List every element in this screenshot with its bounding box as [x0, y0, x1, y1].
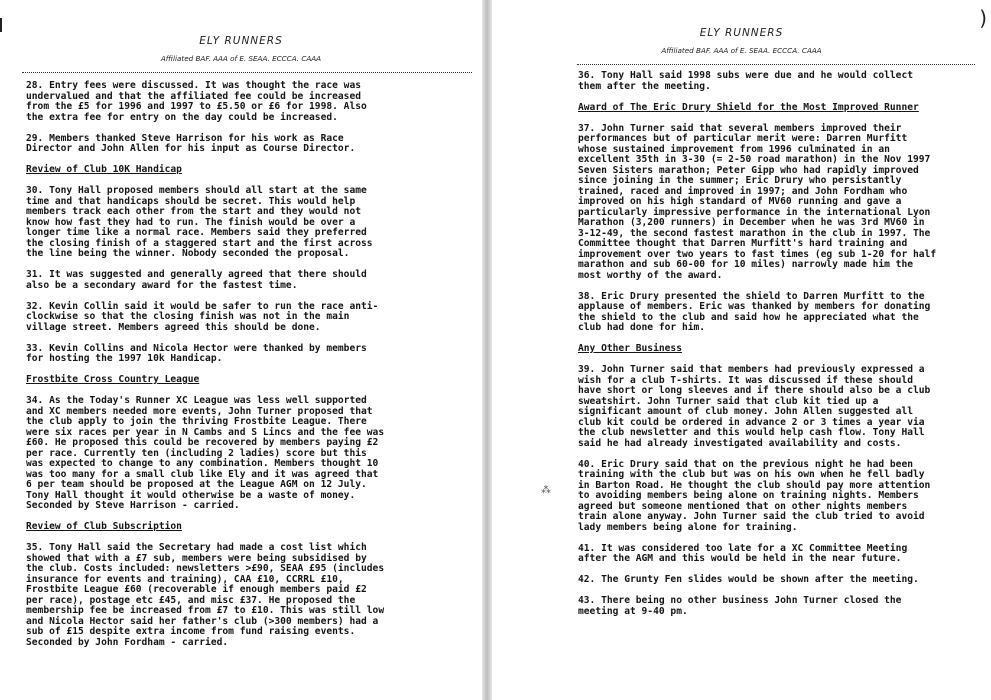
- minute-paragraph: 30. Tony Hall proposed members should all start at the same time and that handicaps should be secret. This would help members track each other from the start and they would not know how fast they had to run. The finish would be over a longer time like a normal race. Members said they preferred the closing finish of a staggered start and the first across the line being the winner. Nobody seconded the proposal.: [26, 185, 373, 259]
- corner-bracket-mark: ): [979, 6, 987, 30]
- minute-paragraph: 35. Tony Hall said the Secretary had made a cost list which showed that with a £7 sub, members were being subsidised by the club. Costs included: newsletters >£90, SEAA £95 (includes insurance for events and training), CAA £10, CCRRL £10, Frostbite League £60 (recoverable if enough members paid £2 per race), postage etc £45, and misc £37. He proposed the membership fee be increased from £7 to £10. This was still low and Nicola Hector said her father's club (>300 members) had a sub of £15 despite extra income from fund raising events. Seconded by John Fordham - carried.: [26, 542, 385, 648]
- minutes-body-right: [578, 71, 978, 628]
- section-heading: Award of The Eric Drury Shield for the Most Improved Runner: [578, 101, 919, 113]
- section-heading: Frostbite Cross Country League: [26, 374, 200, 385]
- affiliation-line: Affiliated BAF. AAA of E. SEAA. ECCCA. CAAA: [661, 46, 822, 55]
- affiliation-line: Affiliated BAF. AAA of E. SEAA. ECCCA. CAAA: [160, 54, 322, 63]
- section-heading: Review of Club 10K Handicap: [26, 164, 182, 175]
- minute-paragraph: 31. It was suggested and generally agreed that there should also be a secondary award for the fastest time.: [26, 269, 367, 291]
- minutes-body-left: [26, 81, 470, 659]
- minute-paragraph: 39. John Turner said that members had previously expressed a wish for a club T-shirts. It was discussed if these should have short or long sleeves and if there should also be a club sweatshirt. John Turner said that club kit tied up a significant amount of club money. John Allen suggested all club kit could be ordered in advance 2 or 3 times a year via the club newsletter and this would help cash flow. Tony Hall said he had already investigated availability and costs.: [578, 364, 931, 449]
- minute-paragraph: 43. There being no other business John Turner closed the meeting at 9-40 pm.: [578, 595, 902, 617]
- minute-paragraph: 29. Members thanked Steve Harrison for his work as Race Director and John Allen for his input as Course Director.: [26, 132, 356, 154]
- minute-paragraph: 34. As the Today's Runner XC League was less well supported and XC members needed more events, John Turner proposed that the club apply to join the thriving Frostbite League. There were six races per year in N Cambs and S Lincs and the fee was £60. He proposed this could be recovered by members paying £2 per race. Currently ten (including 2 ladies) score but this was expected to change to any combination. Members thought 10 was too many for a small club like Ely and it was agreed that 6 per team should be proposed at the League AGM on 12 July. Tony Hall thought it would otherwise be a waste of money. Seconded by Steve Harrison - carried.: [26, 395, 385, 511]
- minute-paragraph: 32. Kevin Collin said it would be safer to run the race anti- clockwise so that the closing finish was not in the main village street. Members agreed this should be done.: [26, 300, 379, 333]
- minute-paragraph: 28. Entry fees were discussed. It was thought the race was undervalued and that the affiliated fee could be increased from the £5 for 1996 and 1997 to £5.50 or £6 for 1998. Also the extra fee for entry on the day could be increased.: [26, 80, 367, 123]
- binding-mark: [0, 18, 2, 32]
- left-page: [0, 0, 482, 700]
- minute-paragraph: 33. Kevin Collins and Nicola Hector were thanked by members for hosting the 1997 10k Handicap.: [26, 342, 367, 364]
- minute-paragraph: 42. The Grunty Fen slides would be shown after the meeting.: [578, 574, 919, 585]
- dotted-divider: [22, 72, 472, 73]
- dotted-divider: [577, 64, 975, 65]
- minute-paragraph: 38. Eric Drury presented the shield to Darren Murfitt to the applause of members. Eric was thanked by members for donating the shield to the club and said how he appreciated what the club had done for him.: [578, 290, 931, 333]
- margin-scribble-mark: ⁂: [541, 485, 551, 496]
- right-page: [492, 0, 991, 700]
- section-heading: Any Other Business: [578, 343, 682, 354]
- minute-paragraph: 36. Tony Hall said 1998 subs were due and he would collect them after the meeting.: [578, 70, 914, 92]
- club-name-header: ELY RUNNERS: [699, 27, 784, 39]
- minute-paragraph: 37. John Turner said that several members improved their performances but of particular merit were: Darren Murfitt whose sustained improvement from 1996 culminated in an excellent 35th in 3-30 (= 2-50 road marathon) in the Nov 1997 Seven Sisters marathon; Peter Gipp who had rapidly improved since joining in the summer; Eric Drury who persistantly trained, raced and improved in 1997; and John Fordham who improved on his high standard of MV60 running and gave a particularly impressive performance in the international Lyon Marathon (3,200 runners) in December when he was 3rd MV60 in 3-12-49, the second fastest marathon in the club in 1997. The Committee thought that Darren Murfitt's hard training and improvement over two years to fast times (eg sub 1-20 for half marathon and sub 60-00 for 10 miles) narrowly made him the most worthy of the award.: [578, 122, 937, 281]
- minute-paragraph: 41. It was considered too late for a XC Committee Meeting after the AGM and this would be held in the near future.: [578, 542, 908, 564]
- section-heading: Review of Club Subscription: [26, 521, 182, 532]
- club-name-header: ELY RUNNERS: [199, 35, 283, 47]
- minute-paragraph: 40. Eric Drury said that on the previous night he had been training with the club but was on his own when he fell badly in Barton Road. He thought the club should pay more attention to avoiding members being alone on training nights. Members agreed but someone mentioned that on other nights members train alone anyway. John Turner said the club tried to avoid lady members being alone for training.: [578, 458, 931, 533]
- page-gutter: [482, 0, 492, 700]
